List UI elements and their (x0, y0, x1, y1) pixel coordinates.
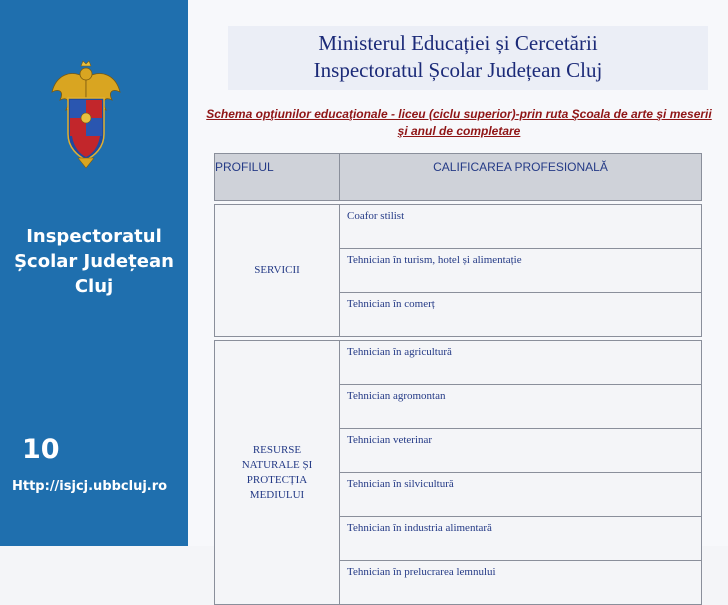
romania-coat-of-arms-icon (50, 58, 122, 170)
inspectorate-title: Inspectoratul Școlar Județean Cluj (313, 58, 603, 82)
sidebar (0, 0, 188, 546)
qualification-cell: Tehnician în silvicultură (340, 473, 702, 517)
qualification-cell: Tehnician în agricultură (340, 341, 702, 385)
ministry-title: Ministerul Educației și Cercetării (318, 31, 598, 55)
table-row (215, 205, 702, 249)
column-header-profile: PROFILUL (215, 154, 340, 201)
slide-number: 10 (22, 434, 60, 465)
profile-cell (215, 205, 340, 337)
qualification-cell: Tehnician veterinar (340, 429, 702, 473)
table-header-row (215, 154, 702, 201)
website-link[interactable]: Http://isjcj.ubbcluj.ro (12, 479, 168, 494)
profile-cell (215, 341, 340, 605)
qualification-cell: Tehnician în prelucrarea lemnului (340, 561, 702, 605)
schema-title: Schema opţiunilor educaţionale - liceu (ciclu superior)-prin ruta Şcoala de arte şi meserii şi anul de completare (206, 107, 712, 138)
column-header-qualification: CALIFICAREA PROFESIONALĂ (340, 154, 702, 201)
profile-label: RESURSE NATURALE ȘI PROTECȚIA MEDIULUI (241, 443, 313, 501)
qualification-cell: Tehnician în industria alimentară (340, 517, 702, 561)
qualification-cell: Tehnician agromontan (340, 385, 702, 429)
qualification-cell: Coafor stilist (340, 205, 702, 249)
qualifications-table (214, 153, 702, 605)
ministry-header (188, 30, 728, 84)
qualification-cell: Tehnician în turism, hotel și alimentație (340, 249, 702, 293)
profile-label: SERVICII (254, 264, 300, 276)
table-row (215, 341, 702, 385)
institution-name: Inspectoratul Școlar Județean Cluj (14, 226, 174, 297)
qualification-cell: Tehnician în comerț (340, 293, 702, 337)
